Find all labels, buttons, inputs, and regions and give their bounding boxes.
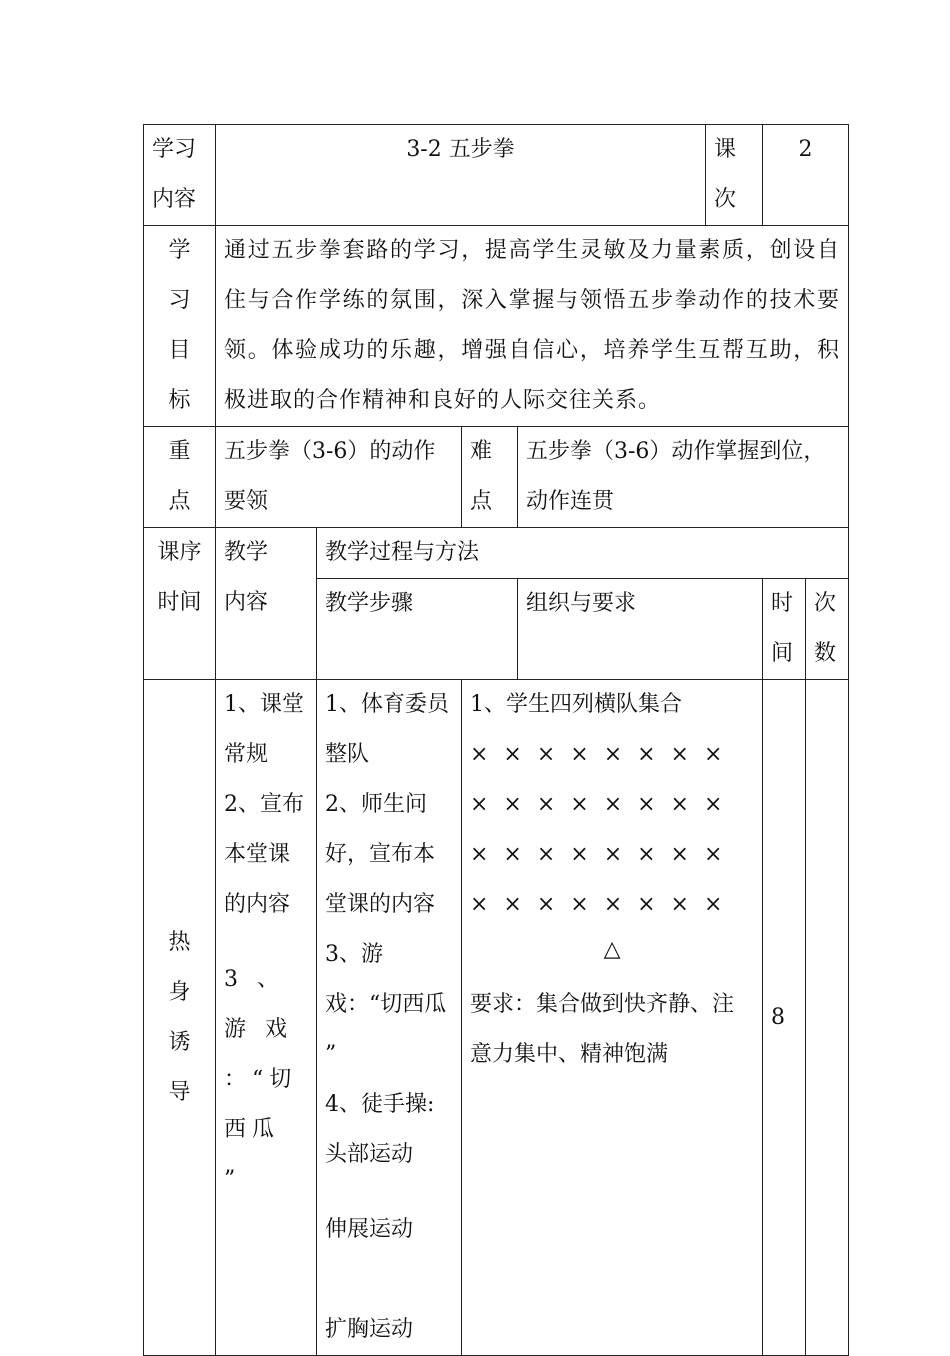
warmup-steps [317,680,462,1356]
step-item: 1、体育委员整队 [325,692,449,767]
org-intro: 1、学生四列横队集合 [470,692,682,717]
key-text: 五步拳（3-6）的动作要领 [216,427,462,528]
steps-header: 教学步骤 [317,579,518,680]
formation-row: × × × × × × × × [470,892,727,917]
content-item: 3 、 游 戏 ：“切西瓜 ” [224,967,298,1192]
teacher-triangle-icon: △ [603,937,621,962]
warmup-time: 8 [763,680,806,1356]
count-header: 次 数 [806,579,849,680]
keypoints-row [144,427,849,528]
objective-label: 学 习 目 标 [144,226,216,427]
step-item: 4、徒手操: [325,1092,435,1117]
step-item: 伸展运动 [325,1217,414,1242]
lesson-value: 2 [763,125,849,226]
time-header: 时 间 [763,579,806,680]
objective-row [144,226,849,427]
content-row [144,125,849,226]
formation-row: × × × × × × × × [470,792,727,817]
time-order-header: 课序 时间 [144,528,216,680]
formation-row: × × × × × × × × [470,842,727,867]
step-item: 2、师生问好，宣布本堂课的内容 [325,792,436,917]
formation-row: × × × × × × × × [470,742,727,767]
step-item: 头部运动 [325,1142,414,1167]
process-header: 教学过程与方法 [317,528,849,579]
warmup-content [216,680,317,1356]
lesson-plan-table [143,124,849,1356]
warmup-row [144,680,849,1356]
content-item: 1、课堂常规 [224,692,304,767]
key-label: 重 点 [144,427,216,528]
content-item: 2、宣布本堂课的内容 [224,792,304,917]
column-header-row-1 [144,528,849,579]
warmup-organization [462,680,763,1356]
org-requirement: 要求：集合做到快齐静、注意力集中、精神饱满 [470,992,735,1067]
organization-header: 组织与要求 [518,579,763,680]
warmup-count [806,680,849,1356]
difficult-text: 五步拳（3-6）动作掌握到位，动作连贯 [518,427,849,528]
content-header: 教学 内容 [216,528,317,680]
difficult-label: 难 点 [462,427,518,528]
warmup-label: 热 身 诱 导 [144,680,216,1356]
lesson-label: 课 次 [706,125,763,226]
step-item: 扩胸运动 [325,1317,414,1342]
content-label: 学习 内容 [144,125,216,226]
content-value: 3-2 五步拳 [216,125,706,226]
objective-text: 通过五步拳套路的学习，提高学生灵敏及力量素质，创设自住与合作学练的氛围，深入掌握与领悟五步拳动作的技术要领。体验成功的乐趣，增强自信心，培养学生互帮互助，积极进取的合作精神和良好的人际交往关系。 [216,226,849,427]
step-item: 3、游戏：“切西瓜 ” [325,942,447,1067]
